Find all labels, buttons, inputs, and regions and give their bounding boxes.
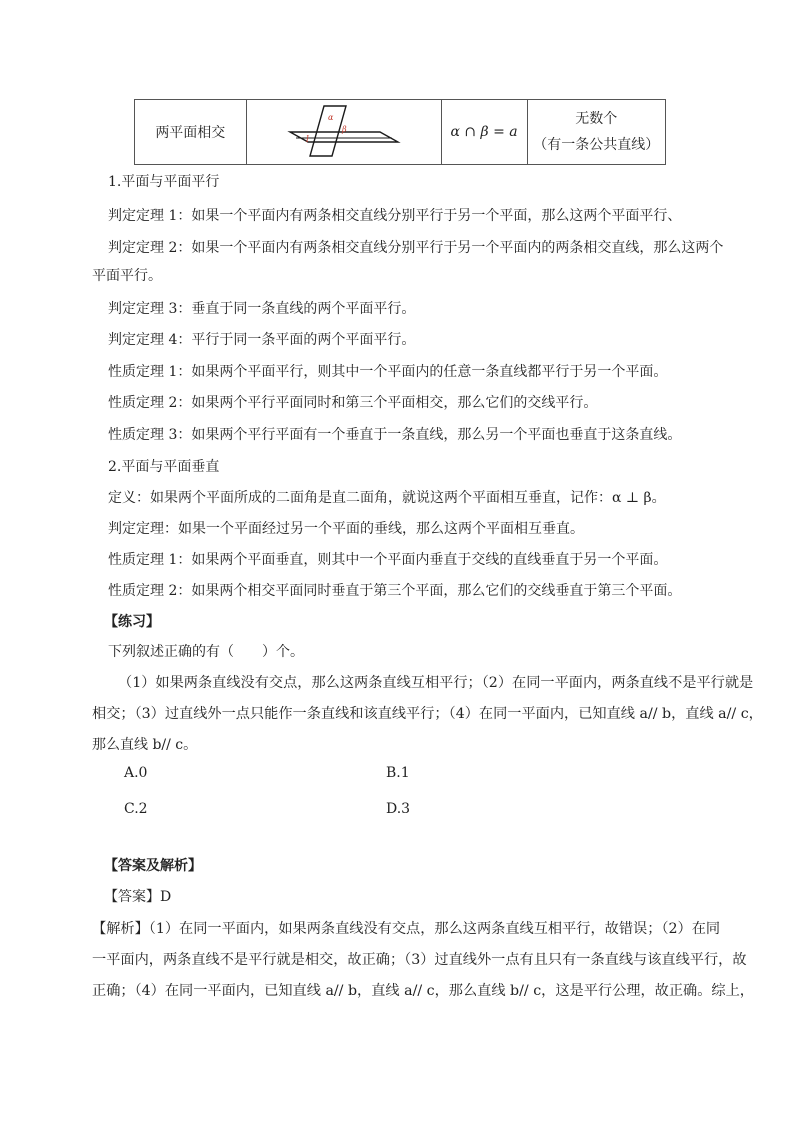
beta-label: β — [341, 125, 347, 134]
analysis-line: 正确；（4）在同一平面内，已知直线 a// b，直线 a// c，那么直线 b// c，这是平行公理，故正确。综上， — [92, 983, 754, 999]
exercise-body-line: 相交；（3）过直线外一点只能作一条直线和该直线平行；（4）在同一平面内，已知直线 a// b，直线 a// c， — [92, 706, 763, 722]
analysis-line: 一平面内，两条直线不是平行就是相交，故正确；（3）过直线外一点有且只有一条直线与该直线平行，故 — [92, 952, 747, 968]
section2-item: 定义：如果两个平面所成的二面角是直二面角，就说这两个平面相互垂直，记作：α ⊥ β。 — [108, 490, 666, 506]
common-points-note: （有一条公共直线） — [533, 137, 660, 153]
alpha-label: α — [327, 113, 333, 122]
option-a: A.0 — [124, 765, 148, 781]
section1-item: 性质定理 2：如果两个平行平面同时和第三个平面相交，那么它们的交线平行。 — [108, 395, 598, 411]
relation-table — [134, 99, 666, 165]
exercise-body-line: （1）如果两条直线没有交点，那么这两条直线互相平行；（2）在同一平面内，两条直线不是平行就是 — [118, 675, 754, 691]
option-c: C.2 — [124, 801, 148, 817]
diagram-cell — [246, 100, 441, 165]
answer-label: 【答案及解析】 — [104, 858, 202, 874]
intersection-notation: α ∩ β = a — [450, 124, 518, 140]
exercise-body-line: 那么直线 b// c。 — [92, 737, 198, 753]
section2-item: 判定定理：如果一个平面经过另一个平面的垂线，那么这两个平面相互垂直。 — [108, 521, 584, 537]
section2-heading: 2.平面与平面垂直 — [108, 459, 220, 475]
exercise-label: 【练习】 — [104, 614, 160, 630]
common-points-cell — [527, 100, 665, 165]
section1-item: 判定定理 3：垂直于同一条直线的两个平面平行。 — [108, 301, 416, 317]
option-d: D.3 — [386, 801, 411, 817]
common-points-count: 无数个 — [575, 111, 618, 127]
section1-item: 平面平行。 — [92, 268, 162, 284]
option-b: B.1 — [386, 765, 410, 781]
section2-item: 性质定理 1：如果两个平面垂直，则其中一个平面内垂直于交线的直线垂直于另一个平面。 — [108, 552, 668, 568]
analysis-line: 【解析】（1）在同一平面内，如果两条直线没有交点，那么这两条直线互相平行，故错误；（2）在同 — [92, 921, 721, 937]
table-row — [135, 100, 666, 165]
intersecting-planes-diagram — [284, 102, 404, 162]
relation-name: 两平面相交 — [155, 125, 226, 141]
section1-item: 判定定理 2：如果一个平面内有两条相交直线分别平行于另一个平面内的两条相交直线，那么这两个 — [108, 240, 724, 256]
relation-name-cell — [135, 100, 247, 165]
notation-cell — [441, 100, 527, 165]
section1-heading: 1.平面与平面平行 — [108, 174, 220, 190]
section2-item: 性质定理 2：如果两个相交平面同时垂直于第三个平面，那么它们的交线垂直于第三个平面。 — [108, 583, 682, 599]
line-label: l — [305, 135, 309, 145]
section1-item: 性质定理 1：如果两个平面平行，则其中一个平面内的任意一条直线都平行于另一个平面。 — [108, 364, 668, 380]
section1-item: 判定定理 4：平行于同一条平面的两个平面平行。 — [108, 332, 416, 348]
answer-line: 【答案】D — [104, 889, 172, 905]
exercise-question: 下列叙述正确的有（ ）个。 — [108, 644, 304, 660]
section1-item: 性质定理 3：如果两个平行平面有一个垂直于一条直线，那么另一个平面也垂直于这条直线。 — [108, 427, 682, 443]
section1-item: 判定定理 1：如果一个平面内有两条相交直线分别平行于另一个平面，那么这两个平面平行、 — [108, 208, 682, 224]
